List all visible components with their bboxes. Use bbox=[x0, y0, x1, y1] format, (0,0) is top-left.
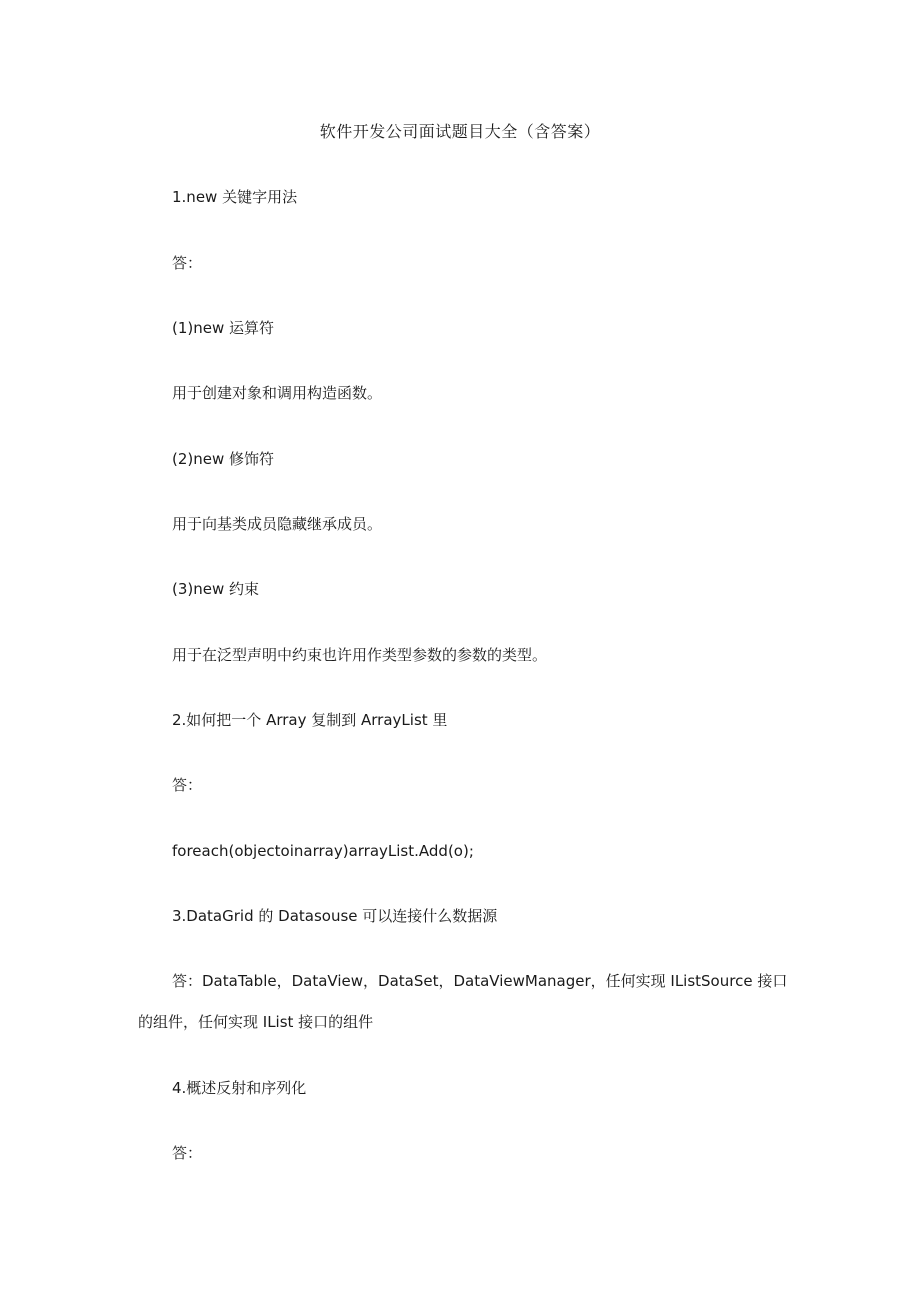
answer-label: 答： bbox=[172, 1144, 203, 1162]
sub-heading-new-modifier: (2)new 修饰符 bbox=[172, 450, 275, 468]
sub-heading-new-constraint: (3)new 约束 bbox=[172, 580, 260, 598]
question-4-heading: 4.概述反射和序列化 bbox=[172, 1079, 307, 1097]
code-line: foreach(objectoinarray)arrayList.Add(o); bbox=[172, 842, 474, 860]
body-text: 用于创建对象和调用构造函数。 bbox=[172, 384, 383, 402]
question-2-heading: 2.如何把一个 Array 复制到 ArrayList 里 bbox=[172, 711, 448, 729]
question-1-heading: 1.new 关键字用法 bbox=[172, 188, 298, 206]
question-3-heading: 3.DataGrid 的 Datasouse 可以连接什么数据源 bbox=[172, 907, 498, 925]
answer-paragraph: 答：DataTable，DataView，DataSet，DataViewManager，任何实现 IListSource 接口的组件，任何实现 IList 接口的组件 bbox=[138, 972, 788, 1031]
answer-label: 答： bbox=[172, 776, 203, 794]
answer-label: 答： bbox=[172, 254, 203, 272]
body-text: 用于向基类成员隐藏继承成员。 bbox=[172, 515, 383, 533]
body-text: 用于在泛型声明中约束也许用作类型参数的参数的类型。 bbox=[172, 646, 548, 664]
document-title: 软件开发公司面试题目大全（含答案） bbox=[319, 122, 601, 141]
sub-heading-new-operator: (1)new 运算符 bbox=[172, 319, 275, 337]
